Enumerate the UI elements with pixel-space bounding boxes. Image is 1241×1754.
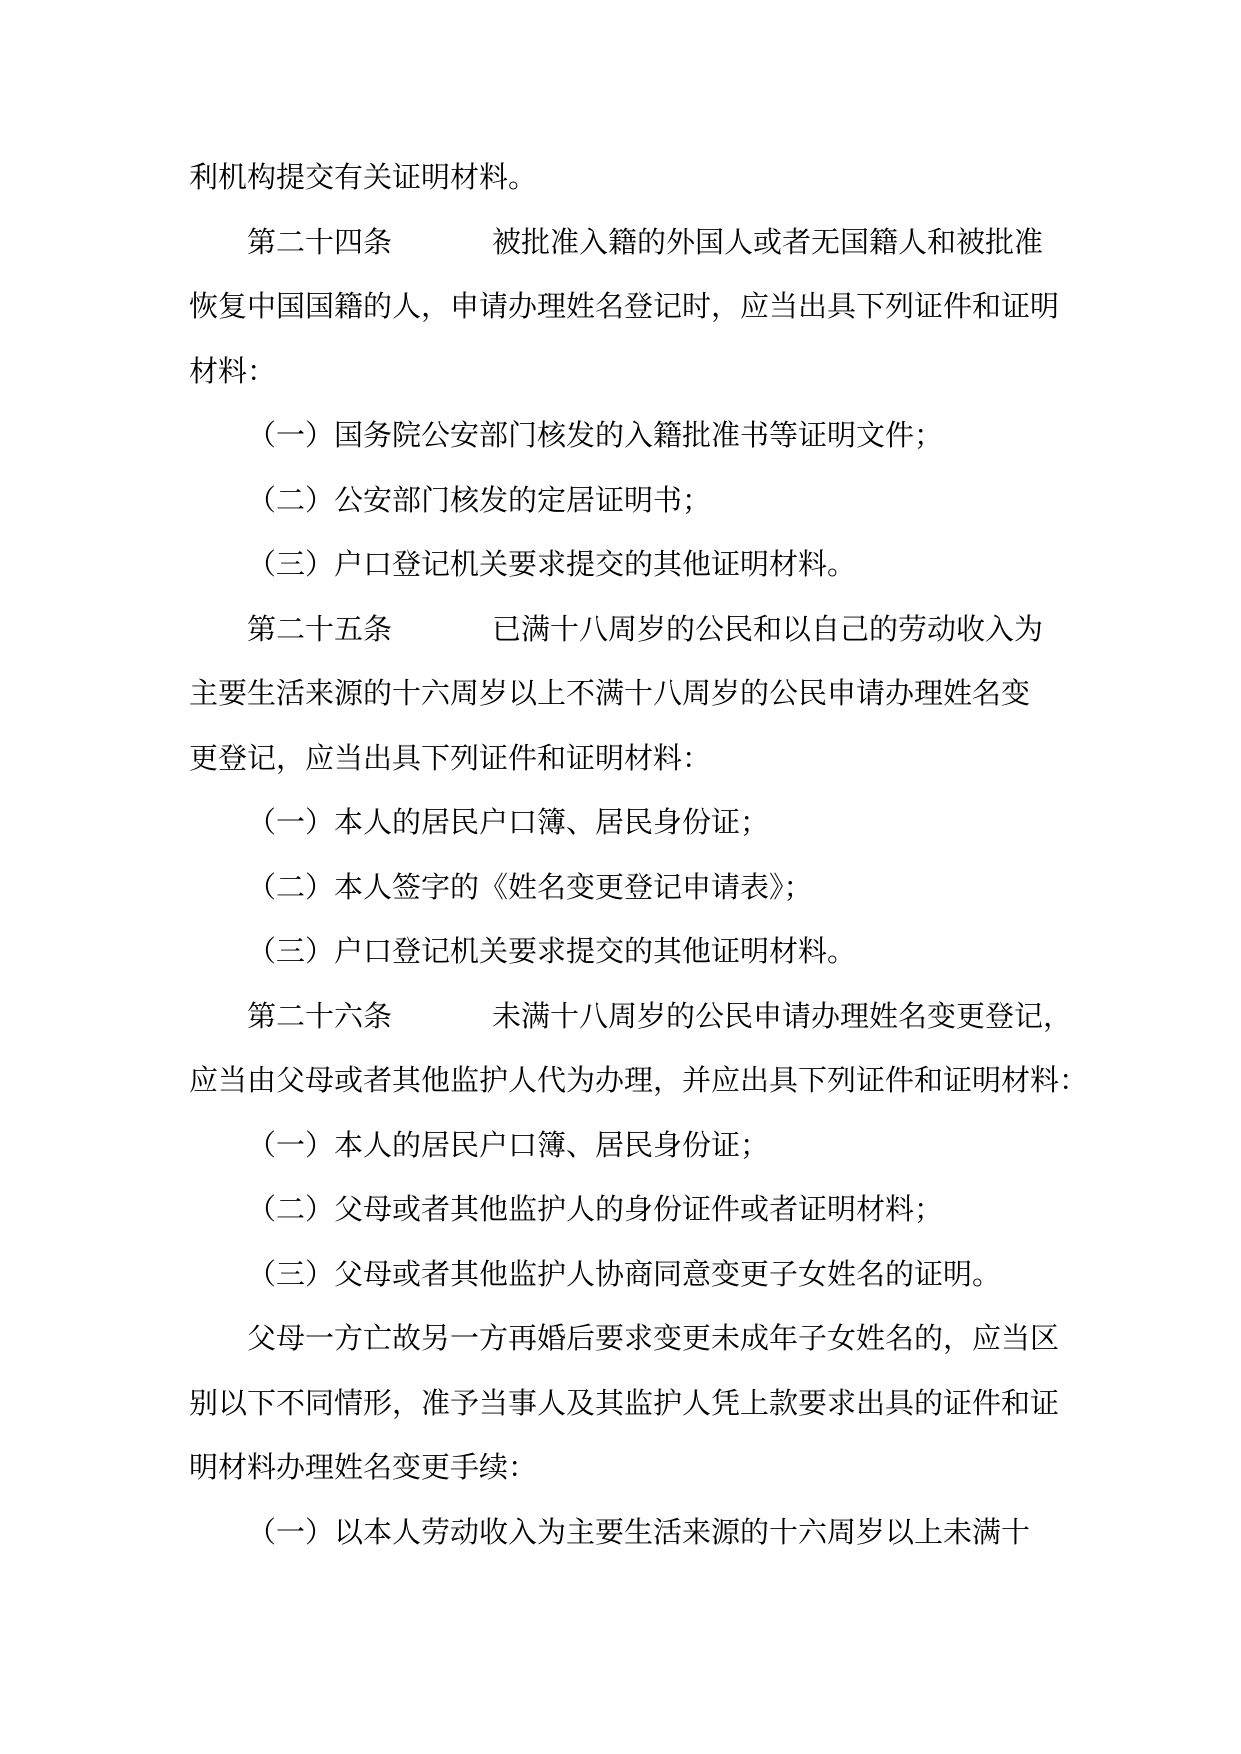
article-line: [189, 223, 1059, 288]
item-line: （一）国务院公安部门核发的入籍批准书等证明文件；: [247, 418, 944, 452]
item-line: （一）本人的居民户口簿、居民身份证；: [247, 1127, 770, 1162]
article-text: 被批准入籍的外国人或者无国籍人和被批准: [492, 224, 1044, 259]
item-line: （二）本人签字的《姓名变更登记申请表》；: [247, 869, 813, 904]
article-line: [189, 997, 1073, 1062]
text-line: 恢复中国国籍的人，申请办理姓名登记时，应当出具下列证件和证明: [189, 289, 1060, 323]
text-line: 更登记，应当出具下列证件和证明材料：: [189, 740, 712, 775]
text-line: 明材料办理姓名变更手续：: [189, 1450, 538, 1484]
item-line: （一）以本人劳动收入为主要生活来源的十六周岁以上未满十: [247, 1514, 1031, 1549]
text-line: 材料：: [189, 353, 277, 388]
article-text: 已满十八周岁的公民和以自己的劳动收入为: [492, 611, 1044, 646]
article-text: 未满十八周岁的公民申请办理姓名变更登记，: [492, 998, 1073, 1033]
item-line: （三）户口登记机关要求提交的其他证明材料。: [247, 934, 857, 968]
item-line: （一）本人的居民户口簿、居民身份证；: [247, 805, 770, 839]
text-line: 主要生活来源的十六周岁以上不满十八周岁的公民申请办理姓名变: [189, 676, 1031, 710]
text-line: 利机构提交有关证明材料。: [189, 160, 538, 194]
article-number: 第二十六条: [247, 998, 393, 1033]
text-line: 别以下不同情形，准予当事人及其监护人凭上款要求出具的证件和证: [189, 1385, 1060, 1420]
item-line: （二）父母或者其他监护人的身份证件或者证明材料；: [247, 1192, 944, 1226]
text-line: 应当由父母或者其他监护人代为办理，并应出具下列证件和证明材料：: [189, 1063, 1089, 1097]
item-line: （三）父母或者其他监护人协商同意变更子女姓名的证明。: [247, 1256, 1002, 1291]
article-number: 第二十五条: [247, 611, 393, 646]
article-line: [189, 610, 1059, 675]
article-number: 第二十四条: [247, 224, 393, 259]
document-body: [189, 158, 1089, 1577]
item-line: （三）户口登记机关要求提交的其他证明材料。: [247, 547, 857, 581]
item-line: （二）公安部门核发的定居证明书；: [247, 482, 712, 517]
item-line: 父母一方亡故另一方再婚后要求变更未成年子女姓名的，应当区: [247, 1321, 1060, 1355]
